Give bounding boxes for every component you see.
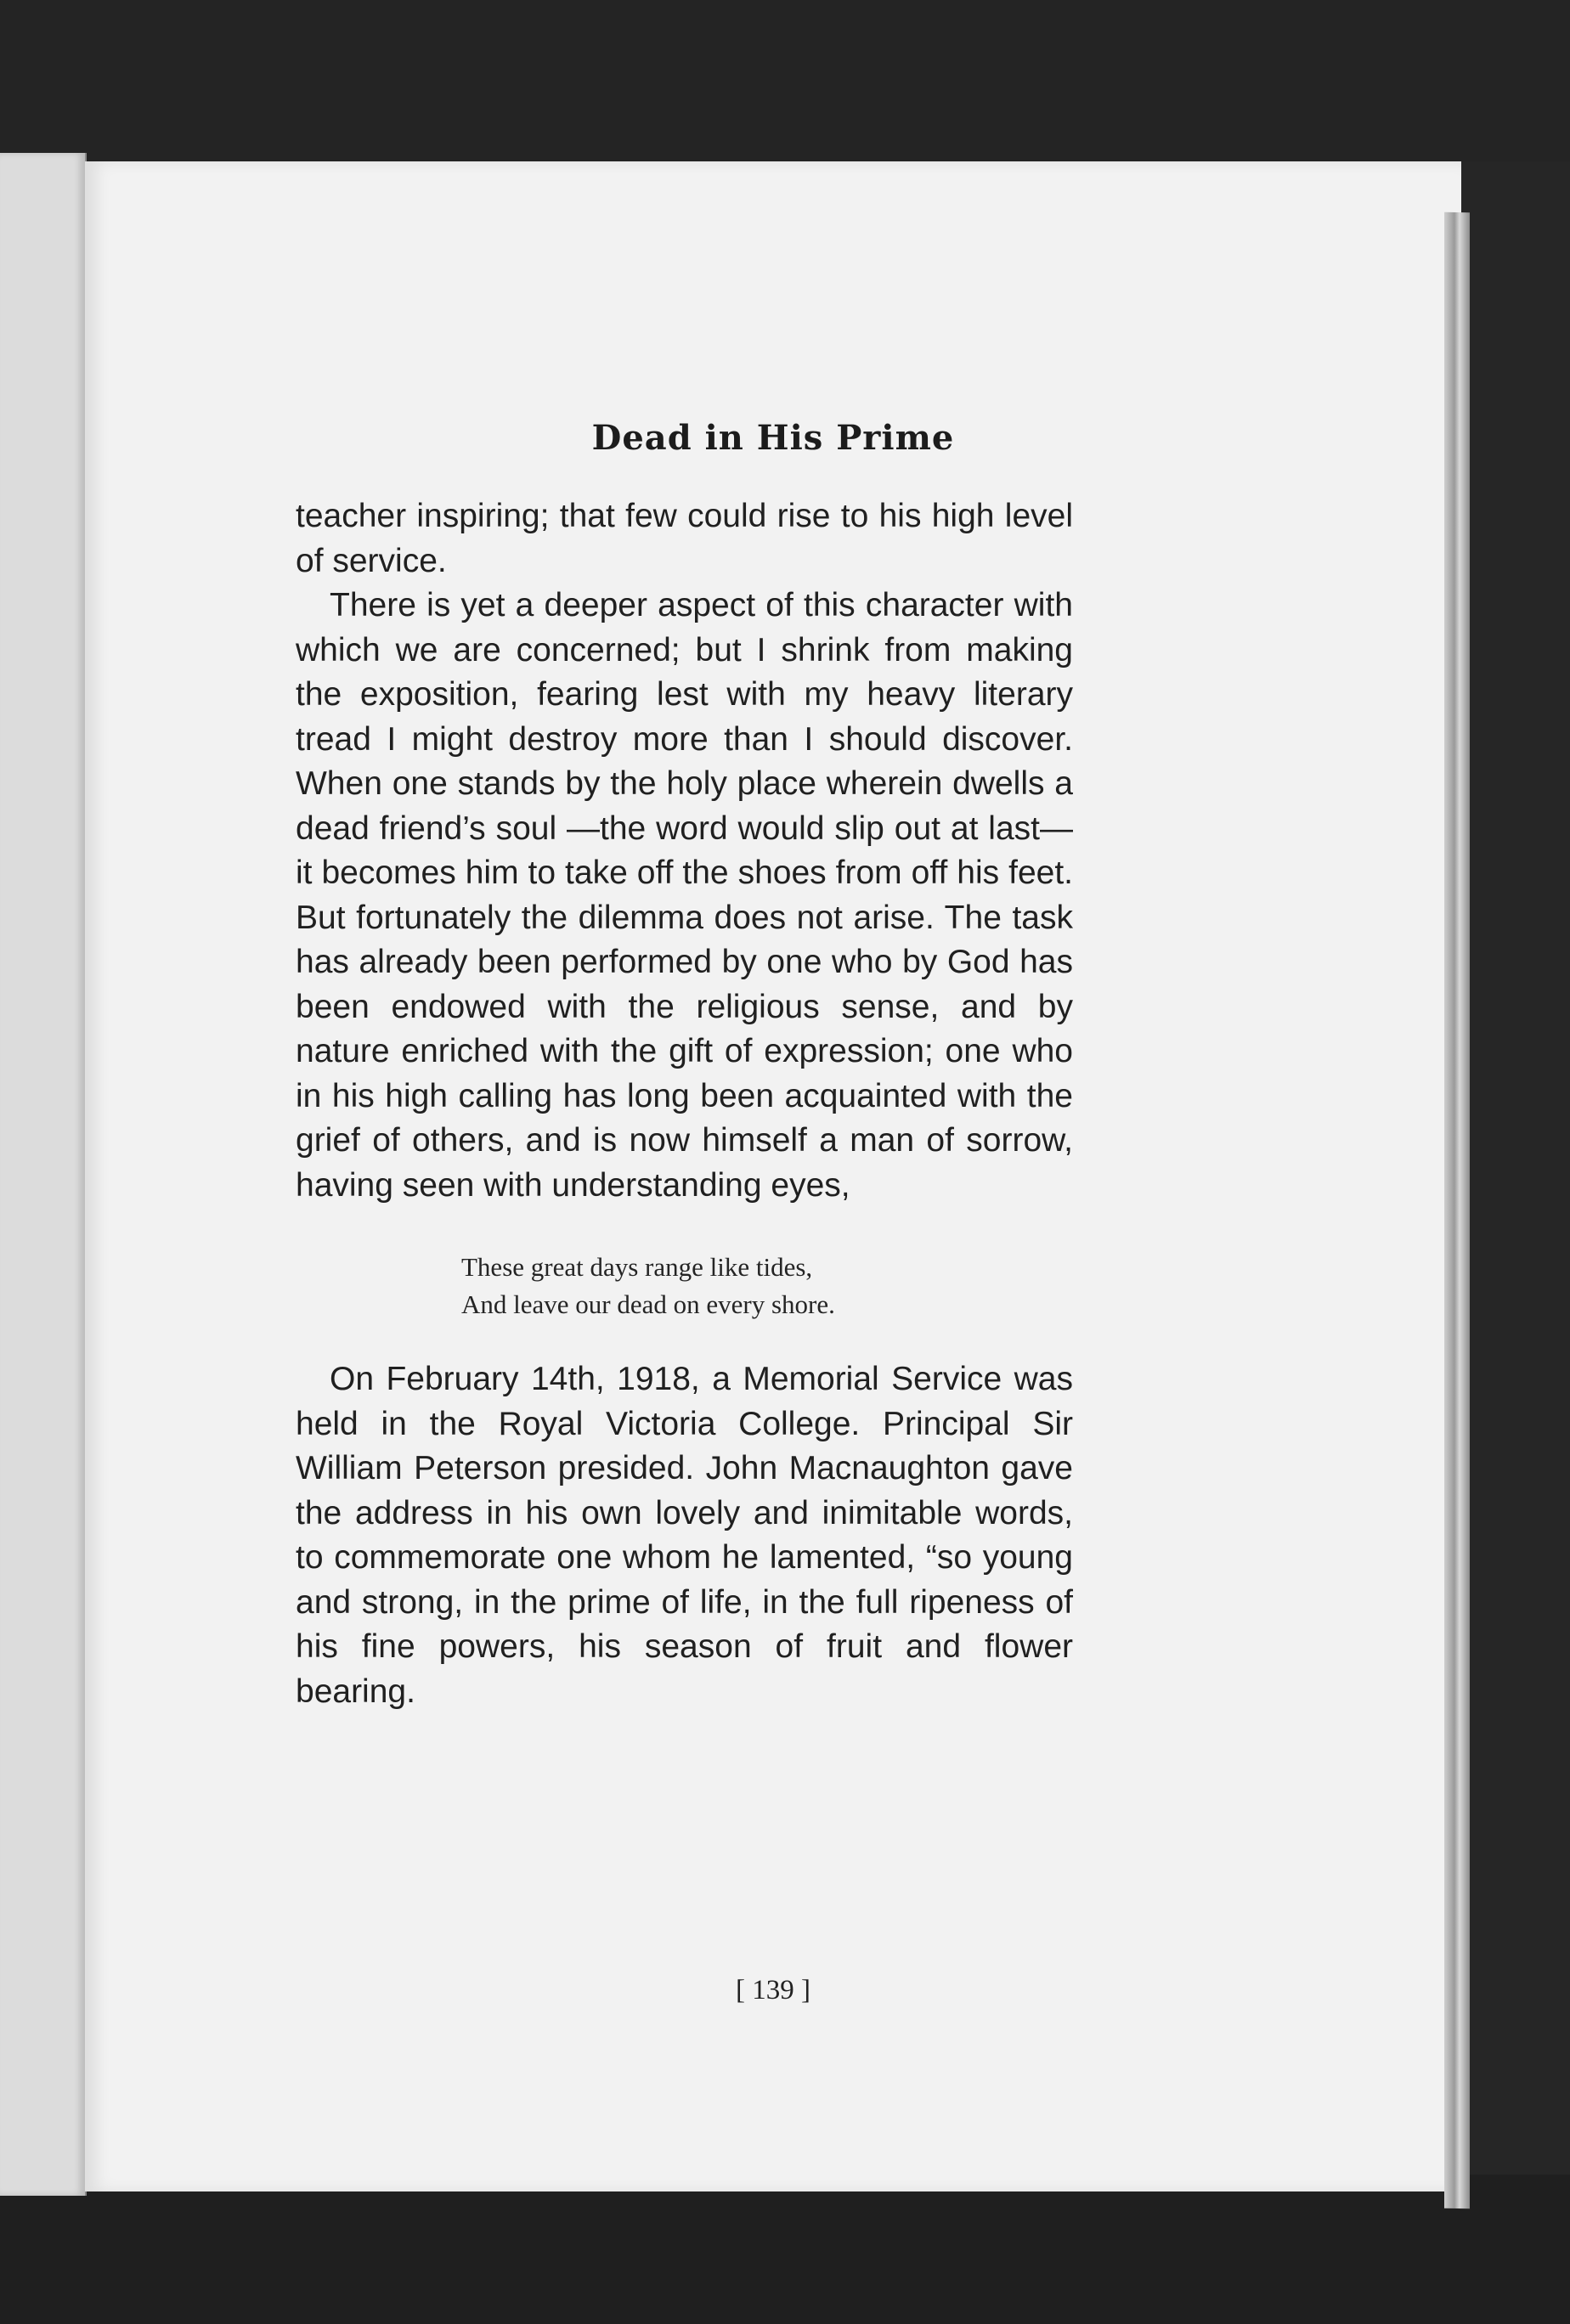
book-page bbox=[85, 161, 1461, 2191]
paragraph-continued: teacher inspiring; that few could rise to his high level of service. bbox=[296, 498, 1073, 579]
page-stack-edge bbox=[1444, 212, 1470, 2209]
facing-page-edge bbox=[0, 153, 87, 2196]
background-top bbox=[0, 0, 1570, 161]
running-head: Dead in His Prime bbox=[591, 418, 955, 458]
paragraph: On February 14th, 1918, a Memorial Service was held in the Royal Victoria College. Principal Sir William Peterson presided. John Macnaughton gave the address in his own lovely and inimitable words, to commemorate one whom he lamented, “so young and strong, in the prime of life, in the full ripeness of his fine powers, his season of fruit and flower bearing. bbox=[296, 1361, 1073, 1710]
paragraph: There is yet a deeper aspect of this character with which we are concerned; but I shrink from making the exposition, fearing lest with my heavy literary tread I might destroy more than I should discover. When one stands by the holy place wherein dwells a dead friend’s soul —the word would slip out at last—it becomes him to take off the shoes from off his feet. But fortunately the dilemma does not arise. The task has already been performed by one who by God has been endowed with the religious sense, and by nature enriched with the gift of expression; one who in his high calling has long been acquainted with the grief of others, and is now himself a man of sorrow, having seen with understanding eyes, bbox=[296, 587, 1073, 1204]
page-number: [ 139 ] bbox=[736, 1975, 810, 2005]
verse-line: And leave our dead on every shore. bbox=[461, 1289, 835, 1319]
verse-line: These great days range like tides, bbox=[461, 1252, 813, 1282]
verse-quotation bbox=[296, 1249, 1073, 1323]
body-text bbox=[296, 494, 1073, 1714]
background-bottom bbox=[0, 2175, 1570, 2324]
